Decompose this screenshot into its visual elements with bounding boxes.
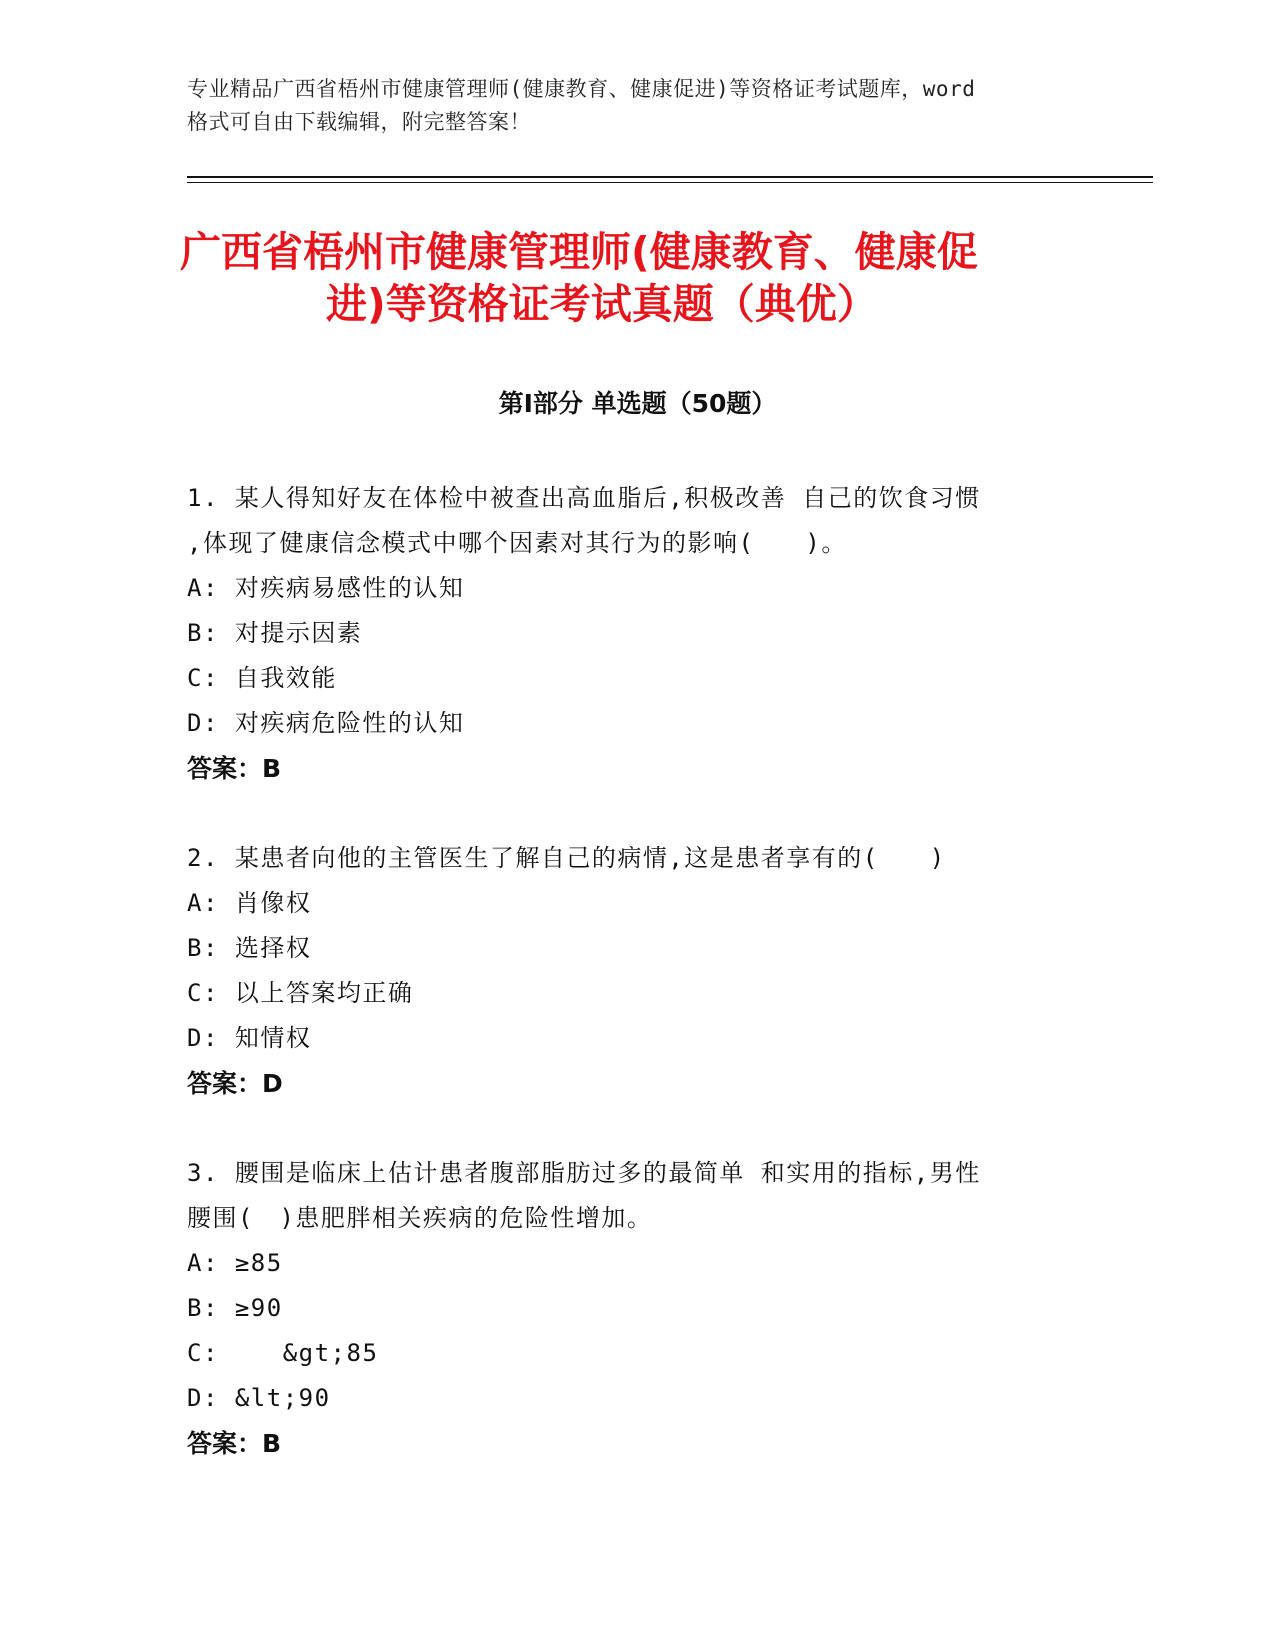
question-stem: 3. 腰围是临床上估计患者腹部脂肪过多的最简单 和实用的指标,男性 [187,1159,981,1187]
header-divider-thin [187,182,1153,183]
option-c: C: 自我效能 [187,664,337,692]
header-line-2: 格式可自由下载编辑，附完整答案！ [187,110,531,134]
question-2 [187,836,1087,1106]
option-d: D: &lt;90 [187,1384,331,1412]
question-3 [187,1151,1087,1466]
title-line-1: 广西省梧州市健康管理师(健康教育、健康促 [180,228,978,276]
answer: 答案：B [187,1429,282,1458]
option-a: A: 对疾病易感性的认知 [187,574,465,602]
answer: 答案：D [187,1069,283,1098]
option-d: D: 知情权 [187,1024,312,1052]
header-divider-thick [187,176,1153,178]
section-title: 第Ⅰ部分 单选题（50题） [498,389,777,418]
option-a: A: ≥85 [187,1249,283,1277]
answer: 答案：B [187,754,282,783]
question-stem: 2. 某患者向他的主管医生了解自己的病情,这是患者享有的( ) [187,844,946,872]
option-c: C: &gt;85 [187,1339,379,1367]
option-d: D: 对疾病危险性的认知 [187,709,465,737]
option-b: B: ≥90 [187,1294,283,1322]
question-stem: 腰围( )患肥胖相关疾病的危险性增加。 [187,1204,653,1232]
title-line-2: 进)等资格证考试真题（典优） [326,280,878,328]
option-b: B: 对提示因素 [187,619,363,647]
question-list [187,476,1087,1511]
question-stem: 1. 某人得知好友在体检中被查出高血脂后,积极改善 自己的饮食习惯 [187,484,981,512]
option-a: A: 肖像权 [187,889,312,917]
option-c: C: 以上答案均正确 [187,979,414,1007]
option-b: B: 选择权 [187,934,312,962]
question-1 [187,476,1087,791]
question-stem: ,体现了健康信念模式中哪个因素对其行为的影响( )。 [187,529,847,557]
header-line-1: 专业精品广西省梧州市健康管理师(健康教育、健康促进)等资格证考试题库，word [187,77,976,101]
document-title [180,226,1100,330]
document-header [187,73,1087,139]
